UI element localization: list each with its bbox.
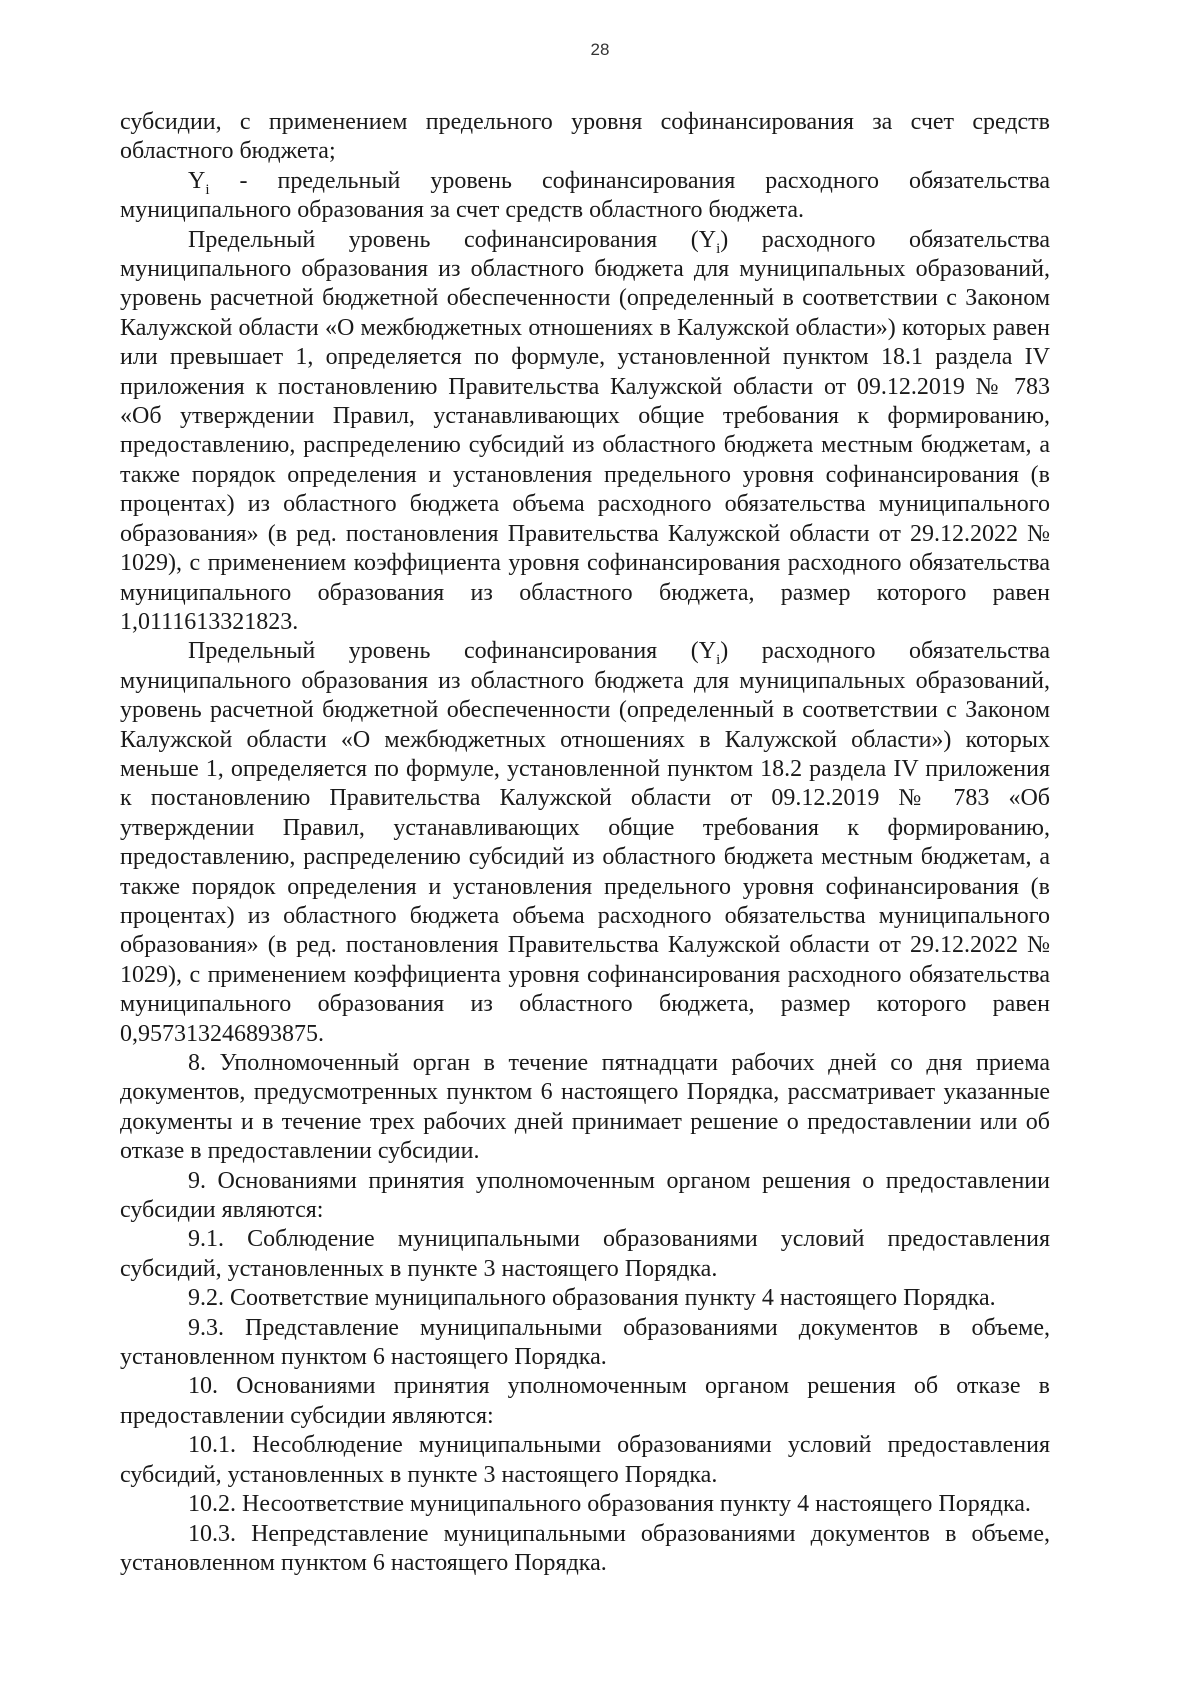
limit-level-ge1-start: Предельный уровень софинансирования (Y <box>188 226 717 253</box>
yi-symbol: Y <box>188 167 206 194</box>
document-body <box>120 108 1050 1578</box>
clause-9-3: 9.3. Представление муниципальными образованиями документов в объеме, установленном пунктом 6 настоящего Порядка. <box>120 1314 1050 1371</box>
clause-8: 8. Уполномоченный орган в течение пятнадцати рабочих дней со дня приема документов, предусмотренных пунктом 6 настоящего Порядка, рассматривает указанные документы и в течение трех рабочих дней принимает решение о предоставлении или об отказе в предоставлении субсидии. <box>120 1050 1050 1165</box>
clause-9-2: 9.2. Соответствие муниципального образования пункту 4 настоящего Порядка. <box>188 1285 996 1312</box>
clause-10-1: 10.1. Несоблюдение муниципальными образованиями условий предоставления субсидий, установленных в пункте 3 настоящего Порядка. <box>120 1432 1050 1488</box>
clause-9: 9. Основаниями принятия уполномоченным органом решения о предоставлении субсидии являются: <box>120 1167 1050 1224</box>
clause-9-1: 9.1. Соблюдение муниципальными образованиями условий предоставления субсидий, установленных в пункте 3 настоящего Порядка. <box>120 1226 1050 1282</box>
page-number: 28 <box>590 40 610 59</box>
clause-10-2: 10.2. Несоответствие муниципального образования пункту 4 настоящего Порядка. <box>188 1491 1031 1518</box>
limit-level-lt1-start: Предельный уровень софинансирования (Y <box>188 638 717 665</box>
paragraph-yi-definition <box>120 167 1050 226</box>
limit-level-lt1-subscript: i <box>716 652 721 669</box>
clause-10: 10. Основаниями принятия уполномоченным органом решения об отказе в предоставлении субсидии являются: <box>120 1373 1050 1429</box>
limit-level-ge1-subscript: i <box>716 240 721 257</box>
paragraph-subsidy-continuation: субсидии, с применением предельного уровня софинансирования за счет средств областного бюджета; <box>120 109 1050 165</box>
yi-subscript: i <box>205 181 210 198</box>
paragraph-limit-level-lt1 <box>120 637 1050 1049</box>
limit-level-ge1-text: ) расходного обязательства муниципального образования из областного бюджета для муниципальных образований, уровень расчетной бюджетной обеспеченности (определенный в соответствии с Законом Калужской области «О межбюджетных отношениях в Калужской области») которых равен или превышает 1, определяется по формуле, установленной пунктом 18.1 раздела IV приложения к постановлению Правительства Калужской области от 09.12.2019 № 783 «Об утверждении Правил, устанавливающих общие требования к формированию, предоставлению, распределению субсидий из областного бюджета местным бюджетам, а также порядок определения и установления предельного уровня софинансирования (в процентах) из областного бюджета объема расходного обязательства муниципального образования» (в ред. постановления Правительства Калужской области от 29.12.2022 № 1029), с применением коэффициента уровня софинансирования расходного обязательства муниципального образования из областного бюджета, размер которого равен 1,0111613321823. <box>120 226 1051 635</box>
paragraph-limit-level-ge1 <box>120 226 1050 638</box>
yi-definition-text: - предельный уровень софинансирования расходного обязательства муниципального образования за счет средств областного бюджета. <box>120 167 1050 224</box>
clause-10-3: 10.3. Непредставление муниципальными образованиями документов в объеме, установленном пунктом 6 настоящего Порядка. <box>120 1520 1050 1576</box>
limit-level-lt1-text: ) расходного обязательства муниципального образования из областного бюджета для муниципальных образований, уровень расчетной бюджетной обеспеченности (определенный в соответствии с Законом Калужской области «О межбюджетных отношениях в Калужской области») которых меньше 1, определяется по формуле, установленной пунктом 18.2 раздела IV приложения к постановлению Правительства Калужской области от 09.12.2019 № 783 «Об утверждении Правил, устанавливающих общие требования к формированию, предоставлению, распределению субсидий из областного бюджета местным бюджетам, а также порядок определения и установления предельного уровня софинансирования (в процентах) из областного бюджета объема расходного обязательства муниципального образования» (в ред. постановления Правительства Калужской области от 29.12.2022 № 1029), с применением коэффициента уровня софинансирования расходного обязательства муниципального образования из областного бюджета, размер которого равен 0,957313246893875. <box>120 638 1051 1047</box>
